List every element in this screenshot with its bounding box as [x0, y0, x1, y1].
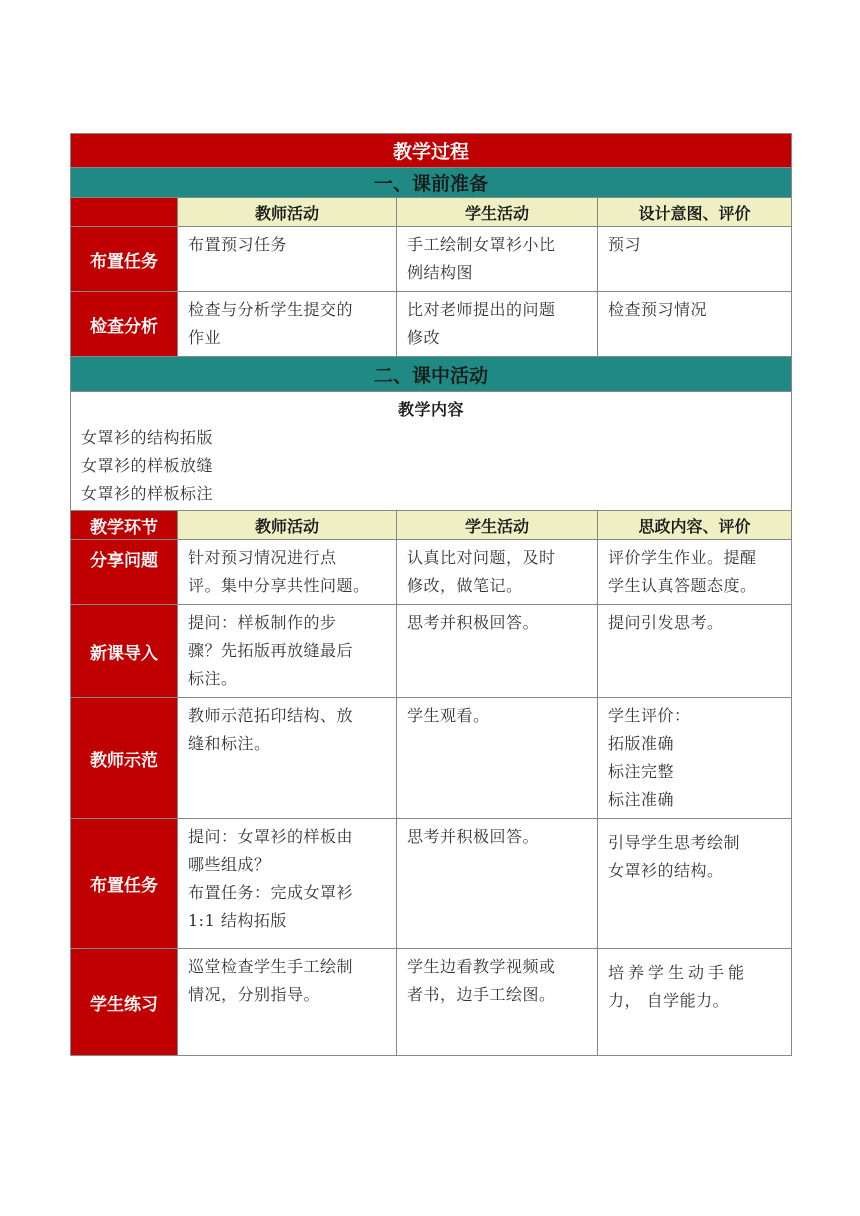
table-row — [71, 949, 792, 1056]
section-2-heading: 二、课中活动 — [71, 357, 792, 392]
cell-line: 评。集中分享共性问题。 — [188, 576, 370, 595]
cell-line: 手工绘制女罩衫小比 — [407, 235, 556, 254]
row-label: 布置任务 — [71, 227, 178, 292]
eval-cell — [598, 949, 792, 1056]
section-1-heading: 一、课前准备 — [71, 168, 792, 198]
cell-line: 作业 — [188, 328, 222, 347]
table-row — [71, 292, 792, 357]
section-1-header-teacher: 教师活动 — [178, 198, 397, 227]
cell-line: 例结构图 — [407, 263, 474, 282]
teacher-activity-cell — [178, 605, 397, 698]
cell-line: 哪些组成？ — [188, 855, 271, 874]
teacher-activity-cell — [178, 292, 397, 357]
cell-line: 比对老师提出的问题 — [407, 300, 556, 319]
cell-line: 教师示范拓印结构、放 — [188, 706, 354, 725]
teacher-activity-cell — [178, 819, 397, 949]
lesson-process-table — [70, 133, 792, 1056]
design-intent-cell — [598, 292, 792, 357]
cell-line: 标注完整 — [608, 762, 675, 781]
cell-line: 评价学生作业。提醒 — [608, 548, 757, 567]
cell-line: 提问：样板制作的步 — [188, 613, 337, 632]
cell-line: 者书，边手工绘图。 — [407, 985, 556, 1004]
table-row — [71, 819, 792, 949]
cell-line: 标注准确 — [608, 790, 675, 809]
cell-line: 标注。 — [188, 669, 238, 688]
cell-line: 思考并积极回答。 — [407, 827, 540, 846]
teaching-content-block — [71, 392, 792, 511]
cell-line: 修改，做笔记。 — [407, 576, 523, 595]
teacher-activity-cell — [178, 949, 397, 1056]
table-row — [71, 227, 792, 292]
row-label: 检查分析 — [71, 292, 178, 357]
section-2-header-eval: 思政内容、评价 — [598, 511, 792, 540]
table-row — [71, 698, 792, 819]
row-label: 新课导入 — [71, 605, 178, 698]
cell-line: 学生认真答题态度。 — [608, 576, 757, 595]
cell-line: 培养学生动手能 — [608, 963, 749, 982]
cell-line: 引导学生思考绘制 — [608, 833, 741, 852]
student-activity-cell — [397, 540, 598, 605]
student-activity-cell — [397, 605, 598, 698]
table-title: 教学过程 — [71, 134, 792, 168]
cell-line: 预习 — [608, 235, 642, 254]
section-1-header-design: 设计意图、评价 — [598, 198, 792, 227]
cell-line: 认真比对问题，及时 — [407, 548, 556, 567]
student-activity-cell — [397, 292, 598, 357]
cell-line: 巡堂检查学生手工绘制 — [188, 957, 354, 976]
student-activity-cell — [397, 949, 598, 1056]
student-activity-cell — [397, 819, 598, 949]
section-2-header-stage: 教学环节 — [71, 511, 178, 540]
cell-line: 拓版准确 — [608, 734, 675, 753]
cell-line: 布置预习任务 — [188, 235, 288, 254]
teaching-content-title: 教学内容 — [398, 400, 465, 419]
content-item: 女罩衫的结构拓版 — [81, 428, 214, 447]
cell-line: 骤？先拓版再放缝最后 — [188, 641, 354, 660]
row-label: 分享问题 — [71, 540, 178, 605]
design-intent-cell — [598, 227, 792, 292]
cell-line: 女罩衫的结构。 — [608, 861, 724, 880]
cell-line: 缝和标注。 — [188, 734, 271, 753]
cell-line: 提问引发思考。 — [608, 613, 724, 632]
table-row — [71, 605, 792, 698]
cell-line: 学生评价： — [608, 706, 691, 725]
content-item: 女罩衫的样板放缝 — [81, 456, 214, 475]
cell-line: 布置任务：完成女罩衫 — [188, 883, 354, 902]
cell-line: 修改 — [407, 328, 441, 347]
eval-cell — [598, 698, 792, 819]
row-label: 学生练习 — [71, 949, 178, 1056]
student-activity-cell — [397, 698, 598, 819]
eval-cell — [598, 540, 792, 605]
cell-line: 检查与分析学生提交的 — [188, 300, 354, 319]
teacher-activity-cell — [178, 227, 397, 292]
content-item: 女罩衫的样板标注 — [81, 484, 214, 503]
eval-cell — [598, 605, 792, 698]
table-row — [71, 540, 792, 605]
cell-line: 力， 自学能力。 — [608, 991, 730, 1010]
eval-cell — [598, 819, 792, 949]
row-label: 教师示范 — [71, 698, 178, 819]
section-2-header-student: 学生活动 — [397, 511, 598, 540]
cell-line: 思考并积极回答。 — [407, 613, 540, 632]
cell-line: 针对预习情况进行点 — [188, 548, 337, 567]
section-2-header-teacher: 教师活动 — [178, 511, 397, 540]
teacher-activity-cell — [178, 540, 397, 605]
cell-line: 学生观看。 — [407, 706, 490, 725]
student-activity-cell — [397, 227, 598, 292]
row-label: 布置任务 — [71, 819, 178, 949]
cell-line: 提问：女罩衫的样板由 — [188, 827, 354, 846]
cell-line: 1:1 结构拓版 — [188, 911, 287, 930]
teacher-activity-cell — [178, 698, 397, 819]
cell-line: 情况，分别指导。 — [188, 985, 321, 1004]
cell-line: 检查预习情况 — [608, 300, 708, 319]
cell-line: 学生边看教学视频或 — [407, 957, 556, 976]
section-1-header-student: 学生活动 — [397, 198, 598, 227]
section-1-header-corner — [71, 198, 178, 227]
